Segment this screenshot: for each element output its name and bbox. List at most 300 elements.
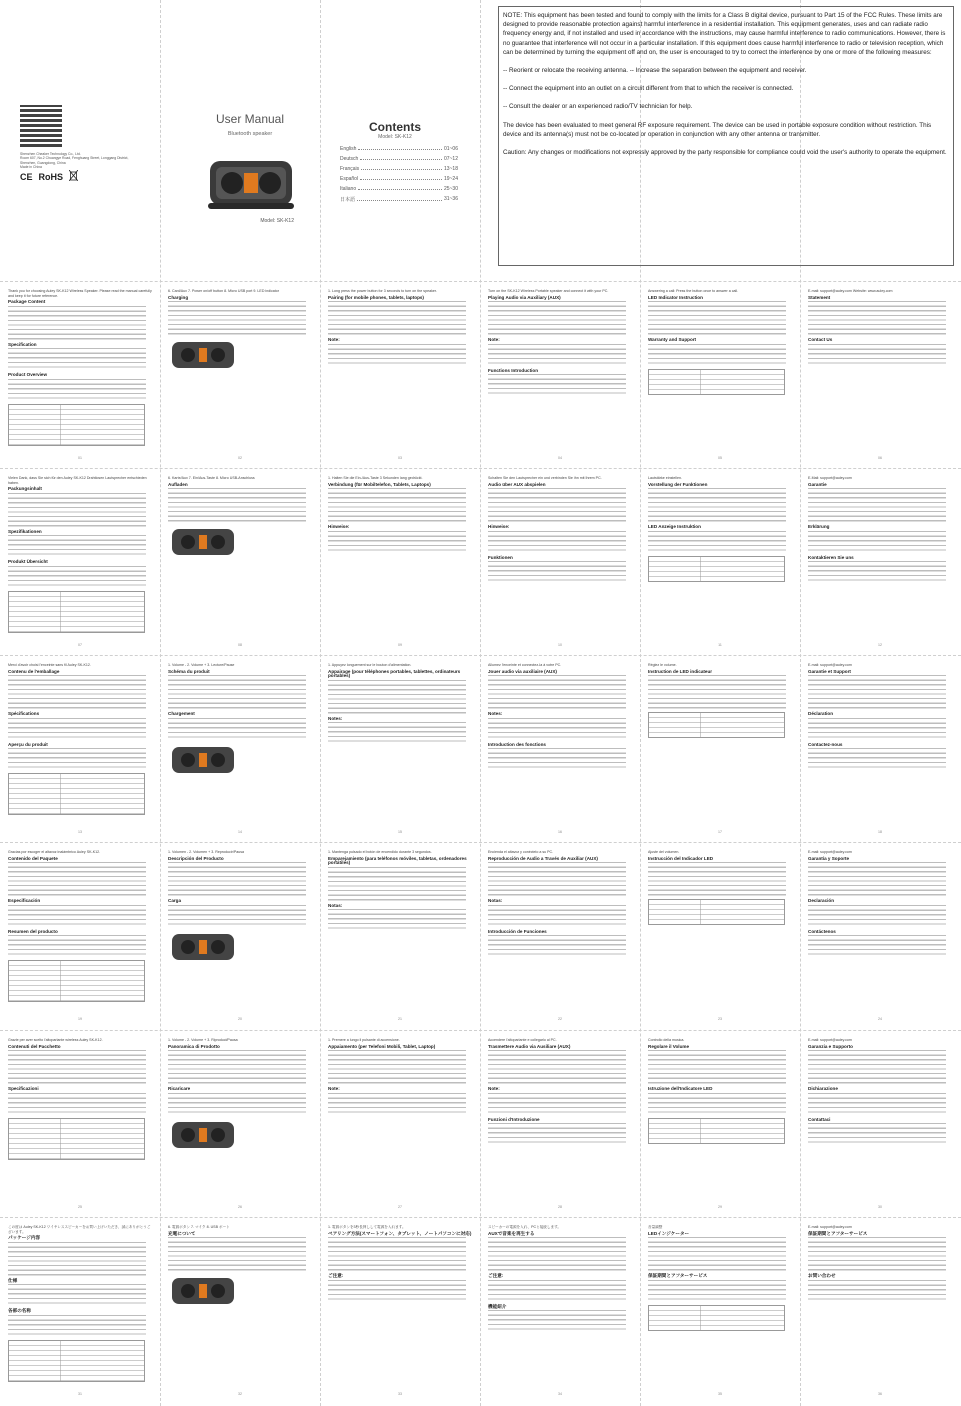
fold-line bbox=[0, 1217, 961, 1218]
text-block bbox=[488, 748, 626, 770]
section-heading: Packungsinhalt bbox=[8, 486, 42, 492]
spec-table bbox=[648, 712, 785, 738]
speaker-diagram bbox=[168, 743, 238, 779]
fold-line bbox=[320, 0, 321, 1406]
fold-line bbox=[0, 1030, 961, 1031]
fold-line bbox=[480, 0, 481, 1406]
section-heading: Panoramica di Prodotto bbox=[168, 1043, 220, 1049]
text-block bbox=[8, 748, 146, 770]
section-heading: Funzioni d'Introduzione bbox=[488, 1116, 540, 1122]
page-number: 26 bbox=[238, 1205, 242, 1210]
body-text: Thank you for choosing Auley SK-K12 Wireless Speaker. Please read the manual carefully and keep it for future reference. bbox=[8, 289, 152, 298]
company-info: Shenzhen Cheaker Technology Co., Ltd. Room 607, No.2 Chuangye Road, Fenghuang Street, Longgang District, Shenzhen, Guangdong, China Made in China bbox=[20, 152, 129, 170]
section-heading: Hinweise: bbox=[488, 524, 510, 530]
manual-page bbox=[808, 476, 952, 651]
section-heading: Schéma du produit bbox=[168, 668, 210, 674]
section-heading: Package Content bbox=[8, 299, 46, 305]
text-block bbox=[328, 488, 466, 522]
text-block bbox=[168, 905, 306, 927]
text-block bbox=[168, 1050, 306, 1084]
section-heading: 保証期間とアフターサービス bbox=[648, 1273, 708, 1279]
body-text: E-mail: support@auley.com bbox=[808, 663, 852, 667]
page-number: 34 bbox=[558, 1392, 562, 1397]
text-block bbox=[808, 488, 946, 522]
manual-page bbox=[488, 663, 632, 838]
section-heading: Instrucción del Indicador LED bbox=[648, 855, 714, 861]
manual-page bbox=[808, 289, 952, 464]
text-block bbox=[488, 1123, 626, 1145]
text-block bbox=[808, 301, 946, 335]
page-number: 11 bbox=[718, 643, 722, 648]
page-number: 07 bbox=[78, 643, 82, 648]
section-heading: Playing Audio via Auxiliary (AUX) bbox=[488, 294, 561, 300]
body-text: スピーカーの電源を入れ、PCと接続します。 bbox=[488, 1225, 561, 1229]
section-heading: Appaiamento (per Telefoni Mobili, Tablet, Laptop) bbox=[328, 1043, 436, 1049]
text-block bbox=[168, 675, 306, 709]
body-text: E-mail: support@auley.com Website: www.auley.com bbox=[808, 289, 893, 293]
page-number: 02 bbox=[238, 456, 242, 461]
section-heading: Spezifikationen bbox=[8, 528, 42, 534]
body-text: Schalten Sie den Lautsprecher ein und verbinden Sie ihn mit Ihrem PC. bbox=[488, 476, 602, 480]
fcc-paragraph: -- Consult the dealer or an experienced radio/TV technician for help. bbox=[503, 103, 693, 111]
section-heading: Notas: bbox=[488, 898, 503, 904]
body-text: 1. Volume - 2. Volume + 3. Lecture/Pause bbox=[168, 663, 235, 667]
text-block bbox=[8, 535, 146, 557]
text-block bbox=[328, 344, 466, 366]
toc-entry[interactable]: English 01~06 bbox=[340, 146, 458, 152]
section-heading: Garantie bbox=[808, 481, 827, 487]
section-heading: Contenido del Paquete bbox=[8, 855, 58, 861]
text-block bbox=[8, 718, 146, 740]
section-heading: ご注意: bbox=[328, 1273, 344, 1279]
section-heading: Pairing (for mobile phones, tablets, laptops) bbox=[328, 294, 424, 300]
body-text: 1. Appuyez longuement sur le bouton d'alimentation. bbox=[328, 663, 412, 667]
section-heading: Introduction des fonctions bbox=[488, 741, 546, 747]
text-block bbox=[648, 531, 786, 553]
text-block bbox=[8, 1050, 146, 1084]
body-text: 1. Halten Sie die Ein-/Aus-Taste 3 Sekunden lang gedrückt. bbox=[328, 476, 423, 480]
text-block bbox=[8, 1284, 146, 1306]
spec-table bbox=[8, 960, 145, 1002]
text-block bbox=[488, 561, 626, 583]
body-text: Turn on the SK-K12 Wireless Portable speaker and connect it with your PC. bbox=[488, 289, 609, 293]
text-block bbox=[808, 935, 946, 957]
certification-marks bbox=[20, 170, 78, 183]
text-block bbox=[488, 862, 626, 896]
page-number: 13 bbox=[78, 830, 82, 835]
page-number: 05 bbox=[718, 456, 722, 461]
text-block bbox=[328, 1093, 466, 1115]
page-number: 14 bbox=[238, 830, 242, 835]
manual-page bbox=[328, 850, 472, 1025]
section-heading: パッケージ内容 bbox=[8, 1235, 41, 1241]
text-block bbox=[808, 718, 946, 740]
text-block bbox=[808, 1050, 946, 1084]
body-text: Allumez l'enceinte et connectez-la à votre PC. bbox=[488, 663, 562, 667]
section-heading: LED Anzeige Instruktion bbox=[648, 524, 701, 530]
toc-entry[interactable]: Español 19~24 bbox=[340, 176, 458, 182]
body-text: Vielen Dank, dass Sie sich für den Auley SK-K12 Drahtlosen Lautsprecher entschieden haben. bbox=[8, 476, 147, 485]
manual-page bbox=[8, 1225, 152, 1400]
body-text: Encienda el altavoz y conéctelo a su PC. bbox=[488, 850, 554, 854]
manual-page bbox=[8, 850, 152, 1025]
body-text: 6. Karte/Aux 7. Ein/Aus-Taste 8. Micro USB-Anschluss bbox=[168, 476, 255, 480]
body-text: 1. Volume - 2. Volume + 3. Riproduci/Pausa bbox=[168, 1038, 238, 1042]
manual-page bbox=[488, 289, 632, 464]
fold-line bbox=[160, 0, 161, 1406]
page-number: 25 bbox=[78, 1205, 82, 1210]
manual-page bbox=[168, 850, 312, 1025]
section-heading: ペアリング方法(スマートフォン、タブレット、ノートパソコンに対応) bbox=[328, 1230, 472, 1236]
text-block bbox=[808, 1280, 946, 1302]
toc-entry[interactable]: Deutsch 07~12 bbox=[340, 156, 458, 162]
section-heading: Aufladen bbox=[168, 481, 188, 487]
section-heading: Functions Introduction bbox=[488, 367, 539, 373]
body-text: Gracias por escoger el altavoz inalámbrico Auley SK-K12. bbox=[8, 850, 101, 854]
text-block bbox=[648, 862, 786, 896]
text-block bbox=[488, 718, 626, 740]
page-number: 29 bbox=[718, 1205, 722, 1210]
section-heading: Contenu de l'emballage bbox=[8, 668, 60, 674]
spec-table bbox=[648, 556, 785, 582]
weee-bin-icon bbox=[69, 170, 78, 183]
section-heading: Descripción del Producto bbox=[168, 855, 224, 861]
text-block bbox=[8, 1093, 146, 1115]
page-number: 31 bbox=[78, 1392, 82, 1397]
manual-page bbox=[808, 1225, 952, 1400]
toc-entry[interactable]: Italiano 25~30 bbox=[340, 186, 458, 192]
page-number: 28 bbox=[558, 1205, 562, 1210]
manual-page bbox=[648, 1225, 792, 1400]
text-block bbox=[8, 348, 146, 370]
manual-page bbox=[648, 1038, 792, 1213]
text-block bbox=[8, 379, 146, 401]
text-block bbox=[488, 374, 626, 396]
body-text: 1. Mantenga pulsado el botón de encendido durante 3 segundos. bbox=[328, 850, 432, 854]
page-number: 01 bbox=[78, 456, 82, 461]
section-heading: Carga bbox=[168, 898, 182, 904]
section-heading: Resumen del producto bbox=[8, 928, 58, 934]
section-heading: Audio über AUX abspielen bbox=[488, 481, 546, 487]
manual-page bbox=[648, 289, 792, 464]
text-block bbox=[328, 722, 466, 744]
manual-page bbox=[808, 663, 952, 838]
model-number: Model: SK-K12 bbox=[260, 218, 294, 224]
text-block bbox=[488, 1237, 626, 1271]
manual-page bbox=[168, 663, 312, 838]
text-block bbox=[8, 862, 146, 896]
page-number: 21 bbox=[398, 1017, 402, 1022]
section-heading: Notes: bbox=[488, 711, 503, 717]
fold-line bbox=[0, 281, 961, 282]
manual-page bbox=[648, 850, 792, 1025]
section-heading: Aperçu du produit bbox=[8, 741, 48, 747]
section-heading: Contenuti del Pacchetto bbox=[8, 1043, 61, 1049]
body-text: E-mail: support@auley.com bbox=[808, 1225, 852, 1229]
body-text: Ajuste del volumen. bbox=[648, 850, 680, 854]
speaker-diagram bbox=[168, 525, 238, 561]
section-heading: Jouer audio via auxiliaire (AUX) bbox=[488, 668, 557, 674]
section-heading: Kontaktieren Sie uns bbox=[808, 554, 854, 560]
text-block bbox=[648, 675, 786, 709]
text-block bbox=[808, 1093, 946, 1115]
section-heading: Ricaricare bbox=[168, 1086, 191, 1092]
toc-entry[interactable]: 日本語 31~36 bbox=[340, 196, 458, 203]
text-block bbox=[168, 1093, 306, 1115]
fcc-paragraph: Caution: Any changes or modifications not expressly approved by the party responsible for compliance could void the user's authority to operate the equipment. bbox=[503, 149, 947, 157]
manual-page bbox=[8, 1038, 152, 1213]
page-number: 10 bbox=[558, 643, 562, 648]
text-block bbox=[8, 306, 146, 340]
section-heading: Note: bbox=[488, 1086, 500, 1092]
ce-mark: CE bbox=[20, 171, 33, 182]
section-heading: Contattaci bbox=[808, 1116, 831, 1122]
text-block bbox=[808, 1237, 946, 1271]
section-heading: Trasmettere Audio via Ausiliare (AUX) bbox=[488, 1043, 571, 1049]
spec-table bbox=[8, 1340, 145, 1382]
qr-code bbox=[20, 105, 62, 147]
manual-page bbox=[328, 1038, 472, 1213]
text-block bbox=[328, 531, 466, 553]
spec-table bbox=[648, 899, 785, 925]
text-block bbox=[328, 909, 466, 931]
body-text: E-Mail: support@auley.com bbox=[808, 476, 852, 480]
page-number: 17 bbox=[718, 830, 722, 835]
section-heading: Erklärung bbox=[808, 524, 830, 530]
text-block bbox=[488, 1280, 626, 1302]
manual-page bbox=[168, 289, 312, 464]
text-block bbox=[648, 1237, 786, 1271]
section-heading: Product Overview bbox=[8, 372, 48, 378]
section-heading: 保証期間とアフターサービス bbox=[808, 1230, 868, 1236]
text-block bbox=[808, 1123, 946, 1145]
spec-table bbox=[8, 591, 145, 633]
text-block bbox=[8, 1315, 146, 1337]
manual-page bbox=[168, 1225, 312, 1400]
section-heading: Spécifications bbox=[8, 711, 40, 717]
text-block bbox=[328, 1050, 466, 1084]
body-text: 1. Long press the power button for 3 seconds to turn on the speaker. bbox=[328, 289, 437, 293]
text-block bbox=[808, 675, 946, 709]
section-heading: LEDインジケーター bbox=[648, 1230, 690, 1236]
manual-page bbox=[488, 1038, 632, 1213]
manual-page bbox=[8, 663, 152, 838]
section-heading: Note: bbox=[328, 337, 340, 343]
manual-page bbox=[488, 476, 632, 651]
page-number: 36 bbox=[878, 1392, 882, 1397]
text-block bbox=[328, 301, 466, 335]
section-heading: Warranty and Support bbox=[648, 337, 697, 343]
text-block bbox=[168, 488, 306, 522]
text-block bbox=[488, 935, 626, 957]
page-number: 33 bbox=[398, 1392, 402, 1397]
manual-page bbox=[328, 476, 472, 651]
section-heading: Produkt Übersicht bbox=[8, 559, 48, 565]
page-number: 35 bbox=[718, 1392, 722, 1397]
section-heading: Vorstellung der Funktionen bbox=[648, 481, 708, 487]
text-block bbox=[648, 301, 786, 335]
body-text: 6. 電源ボタン 7. マイク 8. USB ポート bbox=[168, 1225, 230, 1229]
speaker-diagram bbox=[168, 338, 238, 374]
speaker-diagram bbox=[168, 930, 238, 966]
body-text: 1. Volumen - 2. Volumen + 3. Reproducir/Pausa bbox=[168, 850, 245, 854]
text-block bbox=[808, 748, 946, 770]
manual-page bbox=[488, 850, 632, 1025]
text-block bbox=[8, 493, 146, 527]
section-heading: LED Indicator Instruction bbox=[648, 294, 703, 300]
text-block bbox=[488, 301, 626, 335]
manual-subtitle: Bluetooth speaker bbox=[227, 131, 273, 137]
body-text: Answering a call: Press the button once to answer a call. bbox=[648, 289, 739, 293]
page-number: 23 bbox=[718, 1017, 722, 1022]
text-block bbox=[8, 1242, 146, 1276]
contents-model: Model: SK-K12 bbox=[378, 134, 412, 140]
manual-page bbox=[8, 476, 152, 651]
rohs-mark: RoHS bbox=[38, 171, 64, 182]
contents-title: Contents bbox=[369, 120, 421, 134]
section-heading: Contactez-nous bbox=[808, 741, 843, 747]
page-number: 27 bbox=[398, 1205, 402, 1210]
fcc-notice bbox=[498, 6, 954, 266]
section-heading: Notas: bbox=[328, 902, 343, 908]
toc-entry[interactable]: Français 13~18 bbox=[340, 166, 458, 172]
section-heading: Déclaration bbox=[808, 711, 834, 717]
section-heading: Specification bbox=[8, 341, 37, 347]
body-text: Accendere l'altoparlante e collegarlo al PC. bbox=[488, 1038, 557, 1042]
section-heading: Garanzia e Supporto bbox=[808, 1043, 853, 1049]
text-block bbox=[8, 566, 146, 588]
text-block bbox=[8, 675, 146, 709]
page-number: 22 bbox=[558, 1017, 562, 1022]
manual-page bbox=[168, 1038, 312, 1213]
text-block bbox=[168, 301, 306, 335]
section-heading: Statement bbox=[808, 294, 831, 300]
section-heading: Garantie et Support bbox=[808, 668, 851, 674]
spec-table bbox=[648, 1118, 785, 1144]
fcc-paragraph: -- Connect the equipment into an outlet on a circuit different from that to which the receiver is connected. bbox=[503, 85, 794, 93]
speaker-image bbox=[206, 155, 296, 213]
page-number: 18 bbox=[878, 830, 882, 835]
manual-page bbox=[648, 663, 792, 838]
manual-page bbox=[328, 663, 472, 838]
section-heading: 機能紹介 bbox=[488, 1303, 507, 1309]
section-heading: Declaración bbox=[808, 898, 835, 904]
page-number: 04 bbox=[558, 456, 562, 461]
text-block bbox=[648, 488, 786, 522]
manual-page bbox=[808, 1038, 952, 1213]
section-heading: Instruction de LED indicateur bbox=[648, 668, 713, 674]
section-heading: Especificación bbox=[8, 898, 41, 904]
text-block bbox=[648, 344, 786, 366]
page-number: 32 bbox=[238, 1392, 242, 1397]
body-text: Merci d'avoir choisi l'enceinte sans fil Auley SK-K12. bbox=[8, 663, 91, 667]
fold-line bbox=[0, 655, 961, 656]
page-number: 20 bbox=[238, 1017, 242, 1022]
text-block bbox=[808, 862, 946, 896]
fold-line bbox=[0, 842, 961, 843]
page-number: 12 bbox=[878, 643, 882, 648]
text-block bbox=[328, 1280, 466, 1302]
page-number: 15 bbox=[398, 830, 402, 835]
text-block bbox=[648, 1280, 786, 1302]
section-heading: Dichiarazione bbox=[808, 1086, 838, 1092]
manual-page bbox=[488, 1225, 632, 1400]
page-number: 19 bbox=[78, 1017, 82, 1022]
section-heading: Verbindung (für Mobiltelefon, Tablets, Laptops) bbox=[328, 481, 431, 487]
text-block bbox=[488, 675, 626, 709]
body-text: Lautstärke einstellen. bbox=[648, 476, 682, 480]
text-block bbox=[488, 1093, 626, 1115]
manual-page bbox=[168, 476, 312, 651]
section-heading: Emparejamiento (para teléfonos móviles, tabletas, ordenadores portátiles) bbox=[328, 855, 467, 866]
manual-page bbox=[648, 476, 792, 651]
fold-line bbox=[0, 468, 961, 469]
body-text: 1. 電源ボタンを3秒長押しして電源を入れます。 bbox=[328, 1225, 406, 1229]
section-heading: Chargement bbox=[168, 711, 195, 717]
section-heading: Notes: bbox=[328, 715, 343, 721]
text-block bbox=[488, 531, 626, 553]
section-heading: ご注意: bbox=[488, 1273, 504, 1279]
text-block bbox=[488, 905, 626, 927]
page-number: 06 bbox=[878, 456, 882, 461]
page-number: 03 bbox=[398, 456, 402, 461]
section-heading: お問い合わせ bbox=[808, 1273, 836, 1279]
spec-table bbox=[648, 369, 785, 395]
section-heading: Garantía y Soporte bbox=[808, 855, 850, 861]
page-number: 08 bbox=[238, 643, 242, 648]
spec-table bbox=[648, 1305, 785, 1331]
text-block bbox=[168, 1237, 306, 1271]
manual-title: User Manual bbox=[215, 112, 285, 126]
text-block bbox=[488, 488, 626, 522]
section-heading: Introducción de Funciones bbox=[488, 928, 547, 934]
section-heading: Appairage (pour téléphones portables, tablettes, ordinateurs portables) bbox=[328, 668, 461, 679]
section-heading: AUXで音楽を再生する bbox=[488, 1230, 535, 1236]
body-text: E-mail: support@auley.com bbox=[808, 1038, 852, 1042]
section-heading: 各部の名称 bbox=[8, 1308, 31, 1314]
speaker-diagram bbox=[168, 1118, 238, 1154]
section-heading: Regolare il Volume bbox=[648, 1043, 690, 1049]
speaker-diagram bbox=[168, 1274, 238, 1310]
section-heading: 充電について bbox=[168, 1230, 196, 1236]
section-heading: Istruzione dell'Indicatore LED bbox=[648, 1086, 713, 1092]
section-heading: Contact Us bbox=[808, 337, 833, 343]
text-block bbox=[488, 344, 626, 366]
section-heading: Charging bbox=[168, 294, 189, 300]
text-block bbox=[8, 905, 146, 927]
text-block bbox=[488, 1050, 626, 1084]
manual-page bbox=[808, 850, 952, 1025]
text-block bbox=[808, 905, 946, 927]
manual-page bbox=[328, 289, 472, 464]
text-block bbox=[488, 1310, 626, 1332]
manual-page bbox=[328, 1225, 472, 1400]
body-text: 6. Card/Aux 7. Power on/off button 8. Micro USB port 9. LED indicator bbox=[168, 289, 279, 293]
text-block bbox=[808, 561, 946, 583]
section-heading: Note: bbox=[328, 1086, 340, 1092]
text-block bbox=[168, 862, 306, 896]
section-heading: Reproducción de Audio a Través de Auxiliar (AUX) bbox=[488, 855, 598, 861]
section-heading: 仕様 bbox=[8, 1277, 18, 1283]
body-text: Grazie per aver scelto l'altoparlante wireless Auley SK-K12. bbox=[8, 1038, 103, 1042]
section-heading: Specificazioni bbox=[8, 1086, 39, 1092]
section-heading: Contáctenos bbox=[808, 928, 836, 934]
fcc-paragraph: -- Reorient or relocate the receiving antenna. -- Increase the separation between the equipment and receiver. bbox=[503, 67, 807, 75]
body-text: Controllo della musica. bbox=[648, 1038, 685, 1042]
section-heading: Hinweise: bbox=[328, 524, 350, 530]
spec-table bbox=[8, 1118, 145, 1160]
text-block bbox=[648, 1050, 786, 1084]
